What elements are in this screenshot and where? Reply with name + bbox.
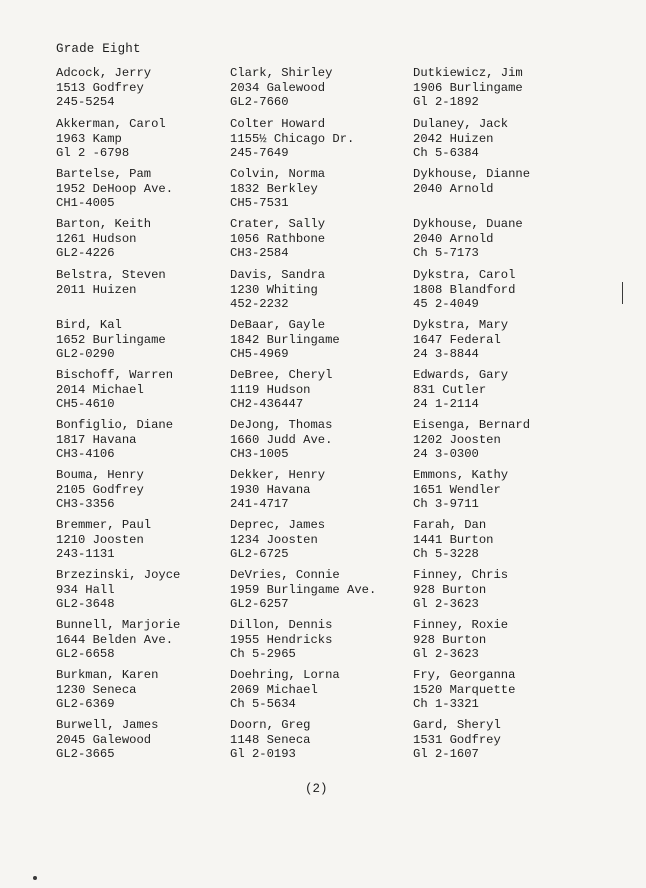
entry-address: 1842 Burlingame [230,332,340,347]
entry-phone: CH5-4610 [56,397,115,412]
entry-address: 1955 Hendricks [230,632,333,647]
entry-name: Colter Howard [230,117,326,131]
entry-name: Deprec, James [230,518,326,532]
entry-phone: Gl 2-3623 [413,597,479,612]
entry-phone: 245-5254 [56,95,115,110]
entry-address: 2042 Huizen [413,131,494,146]
entry-phone: CH3-3356 [56,497,115,512]
entry-address: 1210 Joosten [56,532,144,547]
directory-entry [56,568,180,612]
entry-address: 1660 Judd Ave. [230,432,333,447]
entry-phone: CH1-4005 [56,196,115,211]
entry-phone: GL2-3648 [56,597,115,612]
entry-address: 1963 Kamp [56,131,122,146]
directory-entry [230,468,325,512]
entry-name: Dykhouse, Duane [413,217,523,231]
entry-name: Dutkiewicz, Jim [413,66,523,80]
directory-entry [413,418,530,462]
entry-address: 2011 Huizen [56,282,137,297]
entry-address: 1155½ Chicago Dr. [230,131,355,146]
directory-entry [230,217,325,261]
entry-name: Eisenga, Bernard [413,418,531,432]
entry-name: Doehring, Lorna [230,668,340,682]
entry-address: 1906 Burlingame [413,80,523,95]
entry-phone: CH5-4969 [230,347,289,362]
directory-entry [230,66,332,110]
entry-phone: Gl 2-1607 [413,747,479,762]
entry-address: 2105 Godfrey [56,482,144,497]
entry-phone: CH5-7531 [230,196,289,211]
entry-phone: 24 3-8844 [413,347,479,362]
directory-entry [413,568,508,612]
directory-entry [56,668,158,712]
entry-name: Dulaney, Jack [413,117,509,131]
entry-name: Finney, Chris [413,568,509,582]
directory-entry [56,318,166,362]
entry-address: 1520 Marquette [413,682,516,697]
entry-name: Bartelse, Pam [56,167,152,181]
entry-address: 2034 Galewood [230,80,326,95]
directory-entry [413,618,508,662]
entry-phone: Ch 5-7173 [413,246,479,261]
directory-entry [56,518,151,562]
directory-entry [230,518,325,562]
entry-name: Fry, Georganna [413,668,516,682]
entry-address: 1832 Berkley [230,181,318,196]
entry-name: Gard, Sheryl [413,718,501,732]
directory-entry [230,368,332,412]
entry-phone: GL2-6369 [56,697,115,712]
directory-entry [56,117,166,161]
entry-name: Davis, Sandra [230,268,326,282]
entry-name: Akkerman, Carol [56,117,166,131]
entry-address: 1817 Havana [56,432,137,447]
directory-entry [413,117,508,161]
entry-name: Burkman, Karen [56,668,159,682]
directory-entry [56,418,173,462]
entry-phone: 245-7649 [230,146,289,161]
entry-phone: GL2-7660 [230,95,289,110]
directory-entry [413,217,523,261]
entry-address: 1202 Joosten [413,432,501,447]
entry-name: Dykhouse, Dianne [413,167,531,181]
entry-name: Adcock, Jerry [56,66,152,80]
entry-name: Bremmer, Paul [56,518,152,532]
directory-entry [413,718,501,762]
entry-phone: Ch 5-5634 [230,697,296,712]
entry-address: 1230 Seneca [56,682,137,697]
entry-address: 1119 Hudson [230,382,311,397]
entry-phone: CH2-436447 [230,397,304,412]
entry-address: 1441 Burton [413,532,494,547]
directory-entry [230,268,325,312]
entry-name: DeVries, Connie [230,568,340,582]
directory-entry [56,217,151,261]
page-number: (2) [305,782,328,796]
entry-address: 1148 Seneca [230,732,311,747]
grade-heading: Grade Eight [56,42,141,56]
entry-name: Burwell, James [56,718,159,732]
entry-phone: GL2-6658 [56,647,115,662]
entry-address: 928 Burton [413,582,487,597]
entry-name: Belstra, Steven [56,268,166,282]
entry-address: 1652 Burlingame [56,332,166,347]
entry-name: DeBree, Cheryl [230,368,333,382]
directory-entry [56,167,173,211]
entry-phone: Gl 2-1892 [413,95,479,110]
entry-phone: Gl 2-0193 [230,747,296,762]
entry-address: 1261 Hudson [56,231,137,246]
entry-name: Edwards, Gary [413,368,509,382]
entry-name: Farah, Dan [413,518,487,532]
entry-name: Barton, Keith [56,217,152,231]
entry-name: Dykstra, Mary [413,318,509,332]
entry-phone: Ch 1-3321 [413,697,479,712]
directory-entry [230,318,340,362]
entry-address: 1513 Godfrey [56,80,144,95]
entry-name: Bird, Kal [56,318,122,332]
directory-entry [230,167,325,211]
directory-entry [230,718,310,762]
entry-name: Clark, Shirley [230,66,333,80]
entry-name: Bonfiglio, Diane [56,418,174,432]
entry-phone: GL2-0290 [56,347,115,362]
entry-phone: CH3-2584 [230,246,289,261]
entry-name: Colvin, Norma [230,167,326,181]
directory-entry [413,668,515,712]
directory-entry [56,66,151,110]
entry-address: 934 Hall [56,582,115,597]
entry-phone: 24 3-0300 [413,447,479,462]
directory-entry [230,568,376,612]
directory-entry [56,368,173,412]
directory-entry [230,418,332,462]
entry-name: Emmons, Kathy [413,468,509,482]
directory-entry [230,668,340,712]
directory-entry [230,117,354,161]
entry-name: DeJong, Thomas [230,418,333,432]
entry-phone: 24 1-2114 [413,397,479,412]
entry-address: 1230 Whiting [230,282,318,297]
entry-name: Bischoff, Warren [56,368,174,382]
directory-entry [413,518,493,562]
entry-name: Bunnell, Marjorie [56,618,181,632]
entry-address: 1959 Burlingame Ave. [230,582,377,597]
margin-mark [33,876,37,880]
entry-name: Dekker, Henry [230,468,326,482]
entry-address: 2040 Arnold [413,231,494,246]
entry-address: 2045 Galewood [56,732,152,747]
directory-entry [230,618,332,662]
directory-entry [413,468,508,512]
directory-entry [413,318,508,362]
entry-name: Crater, Sally [230,217,326,231]
entry-name: Dillon, Dennis [230,618,333,632]
entry-address: 831 Cutler [413,382,487,397]
entry-phone: 452-2232 [230,297,289,312]
entry-name: Bouma, Henry [56,468,144,482]
directory-entry [56,718,158,762]
entry-phone: 241-4717 [230,497,289,512]
entry-phone: GL2-3665 [56,747,115,762]
entry-address: 928 Burton [413,632,487,647]
directory-entry [413,268,515,312]
entry-address: 1651 Wendler [413,482,501,497]
directory-entry [413,368,508,412]
entry-address: 1808 Blandford [413,282,516,297]
entry-phone: GL2-4226 [56,246,115,261]
entry-name: Finney, Roxie [413,618,509,632]
entry-phone: Ch 5-6384 [413,146,479,161]
entry-address: 1234 Joosten [230,532,318,547]
entry-address: 1056 Rathbone [230,231,326,246]
entry-phone: CH3-1005 [230,447,289,462]
entry-phone: Gl 2-3623 [413,647,479,662]
entry-name: Dykstra, Carol [413,268,516,282]
entry-name: DeBaar, Gayle [230,318,326,332]
entry-phone: GL2-6725 [230,547,289,562]
entry-address: 1644 Belden Ave. [56,632,174,647]
entry-phone: Gl 2 -6798 [56,146,130,161]
entry-address: 2040 Arnold [413,181,494,196]
entry-name: Doorn, Greg [230,718,311,732]
entry-phone: Ch 5-2965 [230,647,296,662]
entry-address: 1952 DeHoop Ave. [56,181,174,196]
entry-address: 1930 Havana [230,482,311,497]
directory-entry [56,618,180,662]
margin-mark [622,282,623,304]
entry-phone: 243-1131 [56,547,115,562]
directory-entry [56,468,144,512]
entry-address: 2069 Michael [230,682,318,697]
entry-phone: 45 2-4049 [413,297,479,312]
entry-phone: CH3-4106 [56,447,115,462]
entry-phone: Ch 3-9711 [413,497,479,512]
entry-address: 1647 Federal [413,332,501,347]
directory-entry [413,167,530,196]
directory-entry [56,268,166,297]
entry-address: 1531 Godfrey [413,732,501,747]
entry-phone: Ch 5-3228 [413,547,479,562]
entry-address: 2014 Michael [56,382,144,397]
entry-phone: GL2-6257 [230,597,289,612]
entry-name: Brzezinski, Joyce [56,568,181,582]
directory-entry [413,66,523,110]
